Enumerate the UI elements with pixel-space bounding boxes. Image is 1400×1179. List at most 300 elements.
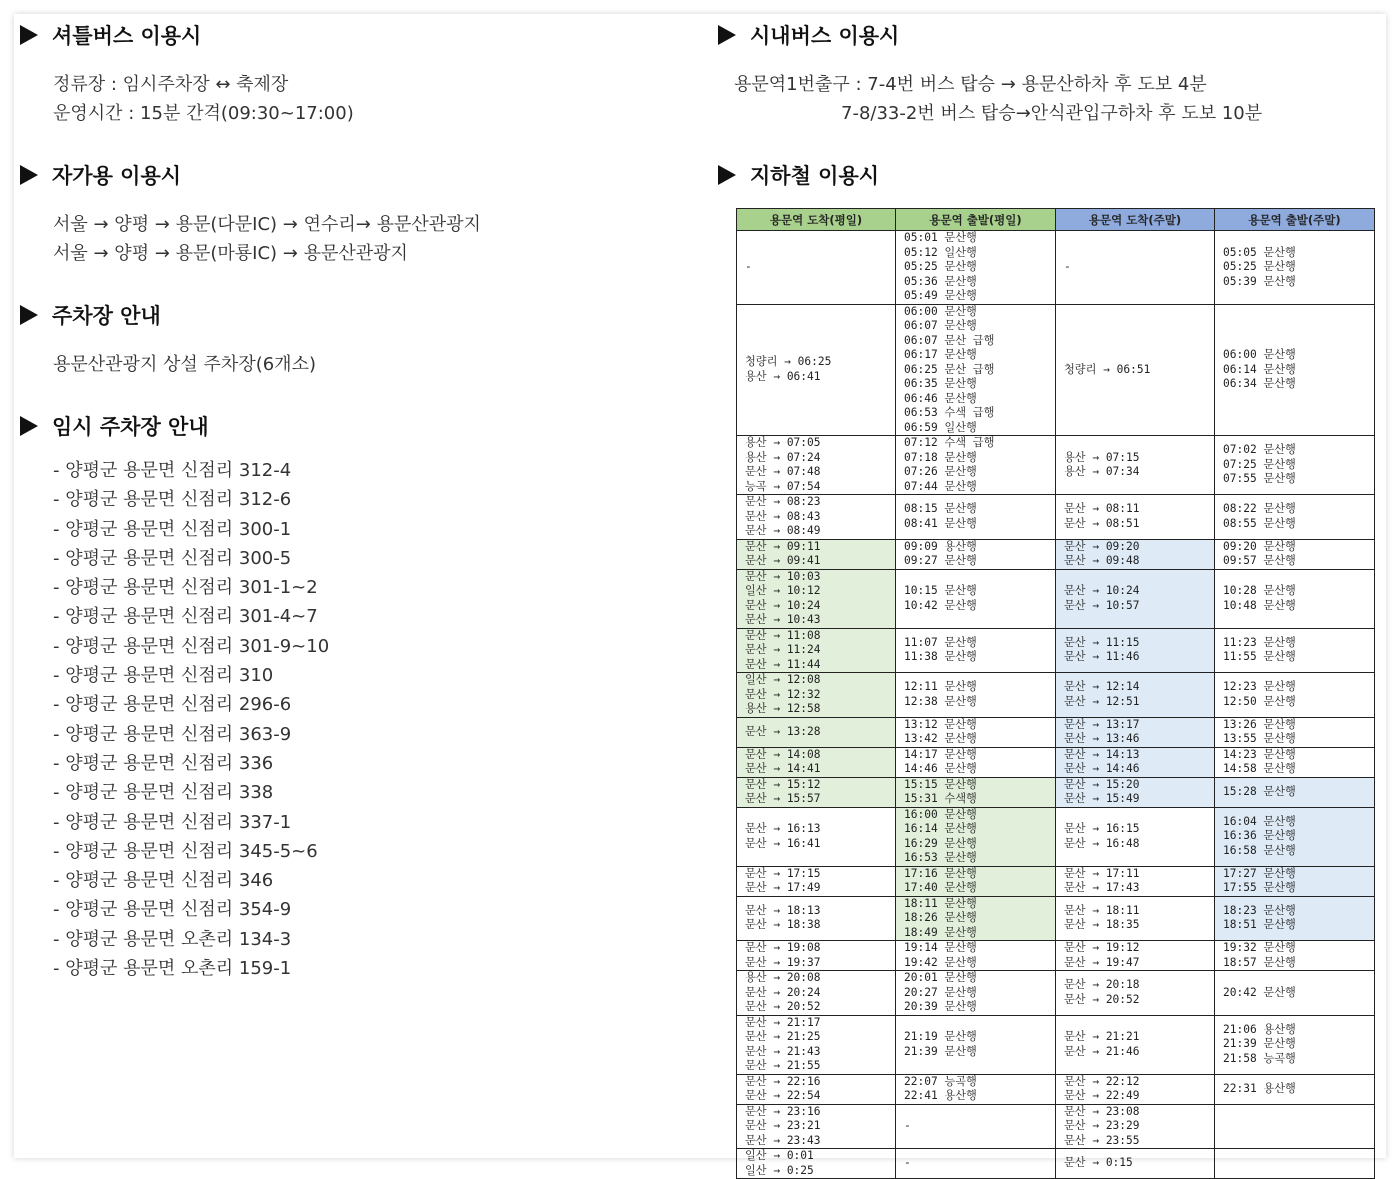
time-entry: 20:01 문산행 bbox=[904, 971, 977, 984]
time-entry: 용산 → 07:34 bbox=[1064, 465, 1140, 478]
cell-weekend-arrival bbox=[1056, 628, 1215, 673]
time-entry: 09:20 문산행 bbox=[1223, 539, 1296, 553]
table-row bbox=[737, 569, 1375, 628]
shuttle-lines bbox=[20, 70, 700, 129]
cell-weekday-departure bbox=[896, 717, 1056, 747]
time-entry: 18:23 문산행 bbox=[1223, 903, 1296, 917]
time-entry: 14:58 문산행 bbox=[1223, 762, 1296, 775]
car-route-line: 서울 → 양평 → 용문(마룡IC) → 용문산관광지 bbox=[53, 243, 408, 265]
time-entry: 11:55 문산행 bbox=[1223, 650, 1296, 664]
shuttle-hours-line: 운영시간 : 15분 간격(09:30~17:00) bbox=[53, 103, 354, 125]
time-entry: 문산 → 19:37 bbox=[745, 955, 821, 969]
triangle-bullet-icon bbox=[20, 305, 38, 325]
parking-line: 용문산관광지 상설 주차장(6개소) bbox=[53, 354, 316, 375]
table-row bbox=[737, 717, 1375, 747]
time-entry: 청량리 → 06:51 bbox=[1064, 362, 1151, 376]
time-entry: 문산 → 17:43 bbox=[1064, 881, 1140, 894]
time-entry: 22:07 능곡행 bbox=[904, 1074, 977, 1088]
table-row bbox=[737, 1015, 1375, 1074]
cell-weekday-arrival bbox=[737, 673, 896, 718]
cell-weekday-arrival bbox=[737, 807, 896, 866]
time-entry: 15:15 문산행 bbox=[904, 777, 977, 791]
temp-parking-item: - 양평군 용문면 오촌리 159-1 bbox=[53, 958, 292, 980]
time-entry: 문산 → 15:49 bbox=[1064, 792, 1140, 805]
time-entry: 문산 → 16:48 bbox=[1064, 836, 1140, 850]
table-row bbox=[737, 304, 1375, 436]
time-entry: 능곡 → 07:54 bbox=[745, 479, 821, 493]
time-entry: 문산 → 13:28 bbox=[745, 724, 821, 738]
time-entry: - bbox=[745, 260, 752, 273]
cell-weekend-arrival bbox=[1056, 777, 1215, 807]
time-entry: 문산 → 12:14 bbox=[1064, 680, 1140, 694]
time-entry: 문산 → 22:49 bbox=[1064, 1089, 1140, 1102]
cell-weekend-arrival bbox=[1056, 1149, 1215, 1179]
time-entry: 청량리 → 06:25 bbox=[745, 355, 832, 369]
time-entry: 17:55 문산행 bbox=[1223, 881, 1296, 894]
cell-weekday-departure bbox=[896, 1015, 1056, 1074]
time-entry: 문산 → 23:21 bbox=[745, 1119, 821, 1132]
car-heading bbox=[20, 160, 700, 190]
cell-weekday-arrival bbox=[737, 436, 896, 495]
time-entry: 문산 → 21:25 bbox=[745, 1030, 821, 1043]
header-weekend-arrival: 용문역 도착(주말) bbox=[1056, 209, 1215, 231]
table-row bbox=[737, 747, 1375, 777]
temp-parking-item: - 양평군 용문면 신점리 301-9~10 bbox=[53, 635, 330, 657]
city-bus-section bbox=[718, 20, 1378, 129]
time-entry: 06:07 문산 급행 bbox=[904, 333, 995, 347]
temp-parking-item: - 양평군 용문면 오촌리 134-3 bbox=[53, 928, 292, 950]
cell-weekday-departure bbox=[896, 807, 1056, 866]
time-entry: 문산 → 14:46 bbox=[1064, 762, 1140, 775]
time-entry: 08:15 문산행 bbox=[904, 502, 977, 516]
time-entry: 19:32 문산행 bbox=[1223, 941, 1296, 954]
table-row bbox=[737, 628, 1375, 673]
cell-weekend-arrival bbox=[1056, 866, 1215, 896]
header-weekday-arrival: 용문역 도착(평일) bbox=[737, 209, 896, 231]
time-entry: 문산 → 17:15 bbox=[745, 866, 821, 880]
cell-weekday-arrival bbox=[737, 231, 896, 305]
time-entry: 12:11 문산행 bbox=[904, 680, 977, 694]
time-entry: 16:36 문산행 bbox=[1223, 829, 1296, 843]
table-row bbox=[737, 436, 1375, 495]
time-entry: 21:39 문산행 bbox=[1223, 1037, 1296, 1051]
cell-weekend-arrival bbox=[1056, 1015, 1215, 1074]
time-entry: 17:16 문산행 bbox=[904, 866, 977, 880]
time-entry: 16:58 문산행 bbox=[1223, 843, 1296, 857]
shuttle-heading bbox=[20, 20, 700, 50]
time-entry: 문산 → 08:49 bbox=[745, 524, 821, 537]
time-entry: 05:12 일산행 bbox=[904, 245, 977, 259]
time-entry: 문산 → 10:24 bbox=[745, 598, 821, 612]
time-entry: 문산 → 14:08 bbox=[745, 747, 821, 761]
time-entry: 문산 → 20:24 bbox=[745, 985, 821, 999]
table-row bbox=[737, 777, 1375, 807]
time-entry: 18:26 문산행 bbox=[904, 911, 977, 924]
time-entry: 06:14 문산행 bbox=[1223, 362, 1296, 376]
time-entry: 06:25 문산 급행 bbox=[904, 362, 995, 376]
cell-weekend-departure bbox=[1215, 747, 1375, 777]
time-entry: 문산 → 10:03 bbox=[745, 569, 821, 583]
time-entry: 13:26 문산행 bbox=[1223, 717, 1296, 731]
cell-weekend-departure bbox=[1215, 628, 1375, 673]
time-entry: 문산 → 18:13 bbox=[745, 903, 821, 917]
city-bus-heading bbox=[718, 20, 1378, 50]
time-entry: 14:17 문산행 bbox=[904, 747, 977, 761]
time-entry: 문산 → 09:20 bbox=[1064, 539, 1140, 553]
time-entry: 10:48 문산행 bbox=[1223, 598, 1296, 612]
cell-weekend-departure bbox=[1215, 896, 1375, 941]
time-entry: 문산 → 23:55 bbox=[1064, 1133, 1140, 1147]
time-entry: 13:12 문산행 bbox=[904, 717, 977, 731]
time-entry: 21:19 문산행 bbox=[904, 1030, 977, 1043]
time-entry: 문산 → 10:43 bbox=[745, 613, 821, 626]
time-entry: 용산 → 06:41 bbox=[745, 369, 821, 383]
time-entry: 09:57 문산행 bbox=[1223, 554, 1296, 567]
time-entry: 05:05 문산행 bbox=[1223, 245, 1296, 259]
cell-weekend-departure bbox=[1215, 304, 1375, 436]
time-entry: 문산 → 08:51 bbox=[1064, 516, 1140, 530]
cell-weekday-arrival bbox=[737, 896, 896, 941]
time-entry: 11:23 문산행 bbox=[1223, 635, 1296, 649]
cell-weekend-departure bbox=[1215, 941, 1375, 971]
time-entry: 문산 → 21:55 bbox=[745, 1059, 821, 1072]
triangle-bullet-icon bbox=[718, 25, 736, 45]
time-entry: 문산 → 21:17 bbox=[745, 1015, 821, 1029]
time-entry: 문산 → 23:16 bbox=[745, 1104, 821, 1118]
cell-weekend-arrival bbox=[1056, 539, 1215, 569]
temp-parking-item: - 양평군 용문면 신점리 296-6 bbox=[53, 694, 292, 716]
cell-weekend-arrival bbox=[1056, 941, 1215, 971]
table-row bbox=[737, 941, 1375, 971]
cell-weekday-arrival bbox=[737, 866, 896, 896]
temp-parking-item: - 양평군 용문면 신점리 312-6 bbox=[53, 489, 292, 511]
parking-heading-text: 주차장 안내 bbox=[52, 304, 161, 328]
temp-parking-heading-text: 임시 주차장 안내 bbox=[52, 415, 209, 439]
time-entry: 07:44 문산행 bbox=[904, 479, 977, 493]
cell-weekday-departure bbox=[896, 495, 1056, 540]
time-entry: 18:51 문산행 bbox=[1223, 918, 1296, 932]
city-bus-line: 용문역1번출구 : 7-4번 버스 탑승 → 용문산하차 후 도보 4분 bbox=[734, 74, 1207, 95]
time-entry: 08:22 문산행 bbox=[1223, 502, 1296, 516]
time-entry: 문산 → 17:11 bbox=[1064, 866, 1140, 880]
cell-weekday-arrival bbox=[737, 717, 896, 747]
shuttle-section bbox=[20, 20, 700, 129]
time-entry: 문산 → 15:57 bbox=[745, 792, 821, 805]
time-entry: 09:09 용산행 bbox=[904, 539, 977, 553]
time-entry: 문산 → 15:20 bbox=[1064, 777, 1140, 791]
triangle-bullet-icon bbox=[718, 165, 736, 185]
time-entry: 문산 → 13:46 bbox=[1064, 732, 1140, 745]
cell-weekday-arrival bbox=[737, 747, 896, 777]
time-entry: 19:42 문산행 bbox=[904, 955, 977, 969]
time-entry: 16:53 문산행 bbox=[904, 851, 977, 864]
cell-weekend-departure bbox=[1215, 807, 1375, 866]
cell-weekend-departure bbox=[1215, 495, 1375, 540]
time-entry: 문산 → 08:23 bbox=[745, 495, 821, 508]
time-entry: 문산 → 23:29 bbox=[1064, 1119, 1140, 1132]
cell-weekend-departure bbox=[1215, 436, 1375, 495]
cell-weekend-arrival bbox=[1056, 1104, 1215, 1149]
time-entry: 일산 → 12:08 bbox=[745, 673, 821, 686]
time-entry: 22:31 용산행 bbox=[1223, 1081, 1296, 1095]
cell-weekday-departure bbox=[896, 866, 1056, 896]
cell-weekend-arrival bbox=[1056, 495, 1215, 540]
time-entry: 05:39 문산행 bbox=[1223, 274, 1296, 288]
time-entry: - bbox=[904, 1119, 911, 1132]
cell-weekend-arrival bbox=[1056, 717, 1215, 747]
time-entry: 용산 → 07:15 bbox=[1064, 450, 1140, 464]
time-entry: 10:28 문산행 bbox=[1223, 584, 1296, 597]
time-entry: 05:25 문산행 bbox=[904, 260, 977, 273]
time-entry: 11:07 문산행 bbox=[904, 635, 977, 649]
time-entry: 05:01 문산행 bbox=[904, 231, 977, 244]
cell-weekday-departure bbox=[896, 304, 1056, 436]
time-entry: 문산 → 11:15 bbox=[1064, 635, 1140, 649]
table-row bbox=[737, 1074, 1375, 1104]
temp-parking-item: - 양평군 용문면 신점리 312-4 bbox=[53, 460, 292, 481]
time-entry: - bbox=[904, 1156, 911, 1170]
time-entry: 문산 → 19:12 bbox=[1064, 941, 1140, 954]
time-entry: 문산 → 23:43 bbox=[745, 1133, 821, 1147]
time-entry: 22:41 용산행 bbox=[904, 1089, 977, 1102]
time-entry: 06:46 문산행 bbox=[904, 391, 977, 405]
shuttle-heading-text: 셔틀버스 이용시 bbox=[52, 24, 202, 48]
cell-weekend-arrival bbox=[1056, 1074, 1215, 1104]
time-entry: 10:15 문산행 bbox=[904, 584, 977, 597]
time-entry: 11:38 문산행 bbox=[904, 650, 977, 664]
time-entry: 문산 → 21:46 bbox=[1064, 1044, 1140, 1058]
time-entry: 문산 → 17:49 bbox=[745, 881, 821, 894]
cell-weekday-departure bbox=[896, 747, 1056, 777]
time-entry: 문산 → 0:15 bbox=[1064, 1156, 1133, 1170]
table-row bbox=[737, 231, 1375, 305]
time-entry: 일산 → 0:01 bbox=[745, 1149, 814, 1162]
subway-heading bbox=[718, 160, 1378, 190]
cell-weekday-arrival bbox=[737, 628, 896, 673]
time-entry: 06:17 문산행 bbox=[904, 348, 977, 361]
temp-parking-item: - 양평군 용문면 신점리 337-1 bbox=[53, 811, 292, 833]
time-entry: 문산 → 21:43 bbox=[745, 1044, 821, 1058]
cell-weekday-departure bbox=[896, 777, 1056, 807]
time-entry: 06:00 문산행 bbox=[904, 304, 977, 318]
table-row bbox=[737, 673, 1375, 718]
cell-weekend-departure bbox=[1215, 1104, 1375, 1149]
cell-weekend-departure bbox=[1215, 777, 1375, 807]
temp-parking-item: - 양평군 용문면 신점리 300-1 bbox=[53, 518, 292, 540]
time-entry: 문산 → 08:11 bbox=[1064, 502, 1140, 516]
time-entry: 문산 → 15:12 bbox=[745, 777, 821, 791]
time-entry: 07:02 문산행 bbox=[1223, 443, 1296, 457]
time-entry: 15:28 문산행 bbox=[1223, 784, 1296, 798]
time-entry: 09:27 문산행 bbox=[904, 554, 977, 567]
transport-info-card bbox=[14, 14, 1386, 1177]
temp-parking-item: - 양평군 용문면 신점리 345-5~6 bbox=[53, 840, 318, 862]
time-entry: 용산 → 12:58 bbox=[745, 702, 821, 715]
time-entry: 07:26 문산행 bbox=[904, 465, 977, 478]
car-route-line: 서울 → 양평 → 용문(다문IC) → 연수리→ 용문산관광지 bbox=[53, 214, 481, 235]
cell-weekend-departure bbox=[1215, 1015, 1375, 1074]
cell-weekday-departure bbox=[896, 436, 1056, 495]
time-entry: 용산 → 07:24 bbox=[745, 450, 821, 464]
time-entry: 문산 → 11:08 bbox=[745, 628, 821, 642]
time-entry: 용산 → 07:05 bbox=[745, 436, 821, 449]
cell-weekend-arrival bbox=[1056, 747, 1215, 777]
time-entry: 문산 → 09:11 bbox=[745, 539, 821, 553]
time-entry: 일산 → 0:25 bbox=[745, 1163, 814, 1177]
time-entry: 10:42 문산행 bbox=[904, 598, 977, 612]
time-entry: 12:50 문산행 bbox=[1223, 694, 1296, 708]
time-entry: 16:00 문산행 bbox=[904, 807, 977, 821]
triangle-bullet-icon bbox=[20, 416, 38, 436]
time-entry: 문산 → 09:48 bbox=[1064, 554, 1140, 567]
car-heading-text: 자가용 이용시 bbox=[52, 164, 182, 188]
time-entry: 13:42 문산행 bbox=[904, 732, 977, 745]
subway-timetable bbox=[736, 208, 1375, 1179]
time-entry: 문산 → 20:52 bbox=[745, 1000, 821, 1013]
cell-weekday-departure bbox=[896, 1074, 1056, 1104]
time-entry: 14:46 문산행 bbox=[904, 762, 977, 775]
cell-weekend-arrival bbox=[1056, 304, 1215, 436]
time-entry: 문산 → 20:52 bbox=[1064, 992, 1140, 1006]
subway-heading-text: 지하철 이용시 bbox=[750, 164, 880, 188]
table-row bbox=[737, 807, 1375, 866]
time-entry: 문산 → 11:24 bbox=[745, 643, 821, 656]
cell-weekday-arrival bbox=[737, 777, 896, 807]
time-entry: 20:27 문산행 bbox=[904, 985, 977, 999]
time-entry: 17:40 문산행 bbox=[904, 881, 977, 894]
cell-weekend-departure bbox=[1215, 971, 1375, 1016]
header-weekday-departure: 용문역 출발(평일) bbox=[896, 209, 1056, 231]
table-row bbox=[737, 539, 1375, 569]
time-entry: 08:55 문산행 bbox=[1223, 516, 1296, 530]
time-entry: 18:49 문산행 bbox=[904, 925, 977, 939]
triangle-bullet-icon bbox=[20, 165, 38, 185]
time-entry: 15:31 수색행 bbox=[904, 792, 977, 805]
time-entry: 05:36 문산행 bbox=[904, 274, 977, 288]
table-row bbox=[737, 495, 1375, 540]
cell-weekday-departure bbox=[896, 539, 1056, 569]
parking-heading bbox=[20, 300, 700, 330]
cell-weekend-departure bbox=[1215, 569, 1375, 628]
time-entry: 13:55 문산행 bbox=[1223, 732, 1296, 745]
subway-section bbox=[718, 160, 1378, 190]
time-entry: 05:49 문산행 bbox=[904, 289, 977, 302]
time-entry: 07:55 문산행 bbox=[1223, 472, 1296, 486]
time-entry: 문산 → 22:16 bbox=[745, 1074, 821, 1088]
shuttle-stop-line: 정류장 : 임시주차장 ↔ 축제장 bbox=[53, 74, 289, 95]
cell-weekday-arrival bbox=[737, 1074, 896, 1104]
time-entry: 21:58 능곡행 bbox=[1223, 1051, 1296, 1065]
cell-weekend-arrival bbox=[1056, 807, 1215, 866]
time-entry: 06:00 문산행 bbox=[1223, 348, 1296, 361]
time-entry: 14:23 문산행 bbox=[1223, 747, 1296, 761]
table-row bbox=[737, 1149, 1375, 1179]
cell-weekend-arrival bbox=[1056, 673, 1215, 718]
cell-weekend-departure bbox=[1215, 717, 1375, 747]
time-entry: 문산 → 23:08 bbox=[1064, 1104, 1140, 1118]
time-entry: 문산 → 18:11 bbox=[1064, 903, 1140, 917]
cell-weekday-departure bbox=[896, 569, 1056, 628]
time-entry: 17:27 문산행 bbox=[1223, 866, 1296, 880]
table-row bbox=[737, 971, 1375, 1016]
timetable-header-row bbox=[737, 209, 1375, 231]
cell-weekday-arrival bbox=[737, 1149, 896, 1179]
table-row bbox=[737, 1104, 1375, 1149]
cell-weekend-arrival bbox=[1056, 896, 1215, 941]
cell-weekday-arrival bbox=[737, 971, 896, 1016]
time-entry: 07:25 문산행 bbox=[1223, 457, 1296, 471]
time-entry: 문산 → 19:47 bbox=[1064, 955, 1140, 969]
cell-weekend-departure bbox=[1215, 231, 1375, 305]
cell-weekend-arrival bbox=[1056, 971, 1215, 1016]
time-entry: - bbox=[1064, 260, 1071, 273]
time-entry: 문산 → 10:24 bbox=[1064, 584, 1140, 597]
time-entry: 문산 → 19:08 bbox=[745, 941, 821, 954]
parking-section bbox=[20, 300, 700, 379]
time-entry: 문산 → 22:12 bbox=[1064, 1074, 1140, 1088]
time-entry: 16:14 문산행 bbox=[904, 822, 977, 835]
time-entry: 12:38 문산행 bbox=[904, 694, 977, 708]
time-entry: 06:07 문산행 bbox=[904, 319, 977, 332]
time-entry: 문산 → 11:44 bbox=[745, 657, 821, 671]
car-section bbox=[20, 160, 700, 269]
temp-parking-item: - 양평군 용문면 신점리 336 bbox=[53, 752, 274, 774]
temp-parking-item: - 양평군 용문면 신점리 301-4~7 bbox=[53, 606, 318, 628]
parking-lines bbox=[20, 350, 700, 379]
temp-parking-item: - 양평군 용문면 신점리 363-9 bbox=[53, 723, 292, 745]
cell-weekday-departure bbox=[896, 628, 1056, 673]
time-entry: 16:04 문산행 bbox=[1223, 814, 1296, 828]
time-entry: 16:29 문산행 bbox=[904, 836, 977, 850]
temp-parking-item: - 양평군 용문면 신점리 346 bbox=[53, 870, 274, 892]
time-entry: 06:35 문산행 bbox=[904, 377, 977, 390]
header-weekend-departure: 용문역 출발(주말) bbox=[1215, 209, 1375, 231]
time-entry: 07:12 수색 급행 bbox=[904, 436, 995, 449]
triangle-bullet-icon bbox=[20, 25, 38, 45]
temp-parking-item: - 양평군 용문면 신점리 354-9 bbox=[53, 899, 292, 921]
cell-weekday-arrival bbox=[737, 1104, 896, 1149]
temp-parking-list bbox=[20, 456, 700, 983]
car-lines bbox=[20, 210, 700, 269]
cell-weekday-arrival bbox=[737, 941, 896, 971]
cell-weekday-departure bbox=[896, 971, 1056, 1016]
cell-weekend-departure bbox=[1215, 1149, 1375, 1179]
time-entry: 문산 → 07:48 bbox=[745, 465, 821, 478]
cell-weekend-arrival bbox=[1056, 231, 1215, 305]
time-entry: 용산 → 20:08 bbox=[745, 971, 821, 984]
time-entry: 20:39 문산행 bbox=[904, 1000, 977, 1013]
cell-weekday-departure bbox=[896, 941, 1056, 971]
time-entry: 12:23 문산행 bbox=[1223, 680, 1296, 694]
time-entry: 일산 → 10:12 bbox=[745, 584, 821, 597]
cell-weekday-arrival bbox=[737, 539, 896, 569]
cell-weekday-departure bbox=[896, 231, 1056, 305]
cell-weekday-arrival bbox=[737, 495, 896, 540]
city-bus-heading-text: 시내버스 이용시 bbox=[750, 24, 900, 48]
time-entry: 문산 → 16:41 bbox=[745, 836, 821, 850]
time-entry: 문산 → 18:38 bbox=[745, 918, 821, 932]
time-entry: 06:53 수색 급행 bbox=[904, 406, 995, 419]
time-entry: 문산 → 22:54 bbox=[745, 1089, 821, 1102]
time-entry: 21:39 문산행 bbox=[904, 1044, 977, 1058]
time-entry: 문산 → 16:15 bbox=[1064, 822, 1140, 835]
time-entry: 문산 → 14:41 bbox=[745, 762, 821, 775]
time-entry: 문산 → 12:32 bbox=[745, 687, 821, 701]
time-entry: 문산 → 11:46 bbox=[1064, 650, 1140, 664]
temp-parking-heading bbox=[20, 411, 700, 441]
time-entry: 문산 → 13:17 bbox=[1064, 717, 1140, 731]
cell-weekday-arrival bbox=[737, 304, 896, 436]
